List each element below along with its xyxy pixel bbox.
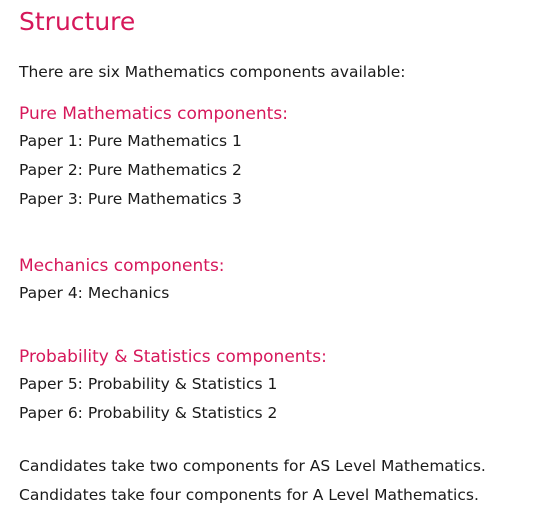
note-text: Candidates take two components for AS Level Mathematics. (19, 457, 486, 475)
list-item: Paper 3: Pure Mathematics 3 (19, 190, 242, 208)
list-item: Paper 4: Mechanics (19, 284, 170, 302)
list-item: Paper 1: Pure Mathematics 1 (19, 132, 242, 150)
section-pure-mathematics (19, 101, 288, 214)
notes (19, 452, 486, 510)
page-title: Structure (19, 7, 136, 36)
note-text: Candidates take four components for A Level Mathematics. (19, 486, 479, 504)
section-mechanics (19, 253, 225, 308)
section-heading: Pure Mathematics components: (19, 104, 288, 124)
list-item: Paper 6: Probability & Statistics 2 (19, 404, 278, 422)
list-item: Paper 5: Probability & Statistics 1 (19, 375, 278, 393)
component-list (19, 127, 288, 214)
component-list (19, 370, 327, 428)
intro-text: There are six Mathematics components available: (19, 63, 406, 81)
section-heading: Probability & Statistics components: (19, 347, 327, 367)
section-heading: Mechanics components: (19, 256, 225, 276)
component-list (19, 279, 225, 308)
list-item: Paper 2: Pure Mathematics 2 (19, 161, 242, 179)
section-probability-statistics (19, 344, 327, 428)
